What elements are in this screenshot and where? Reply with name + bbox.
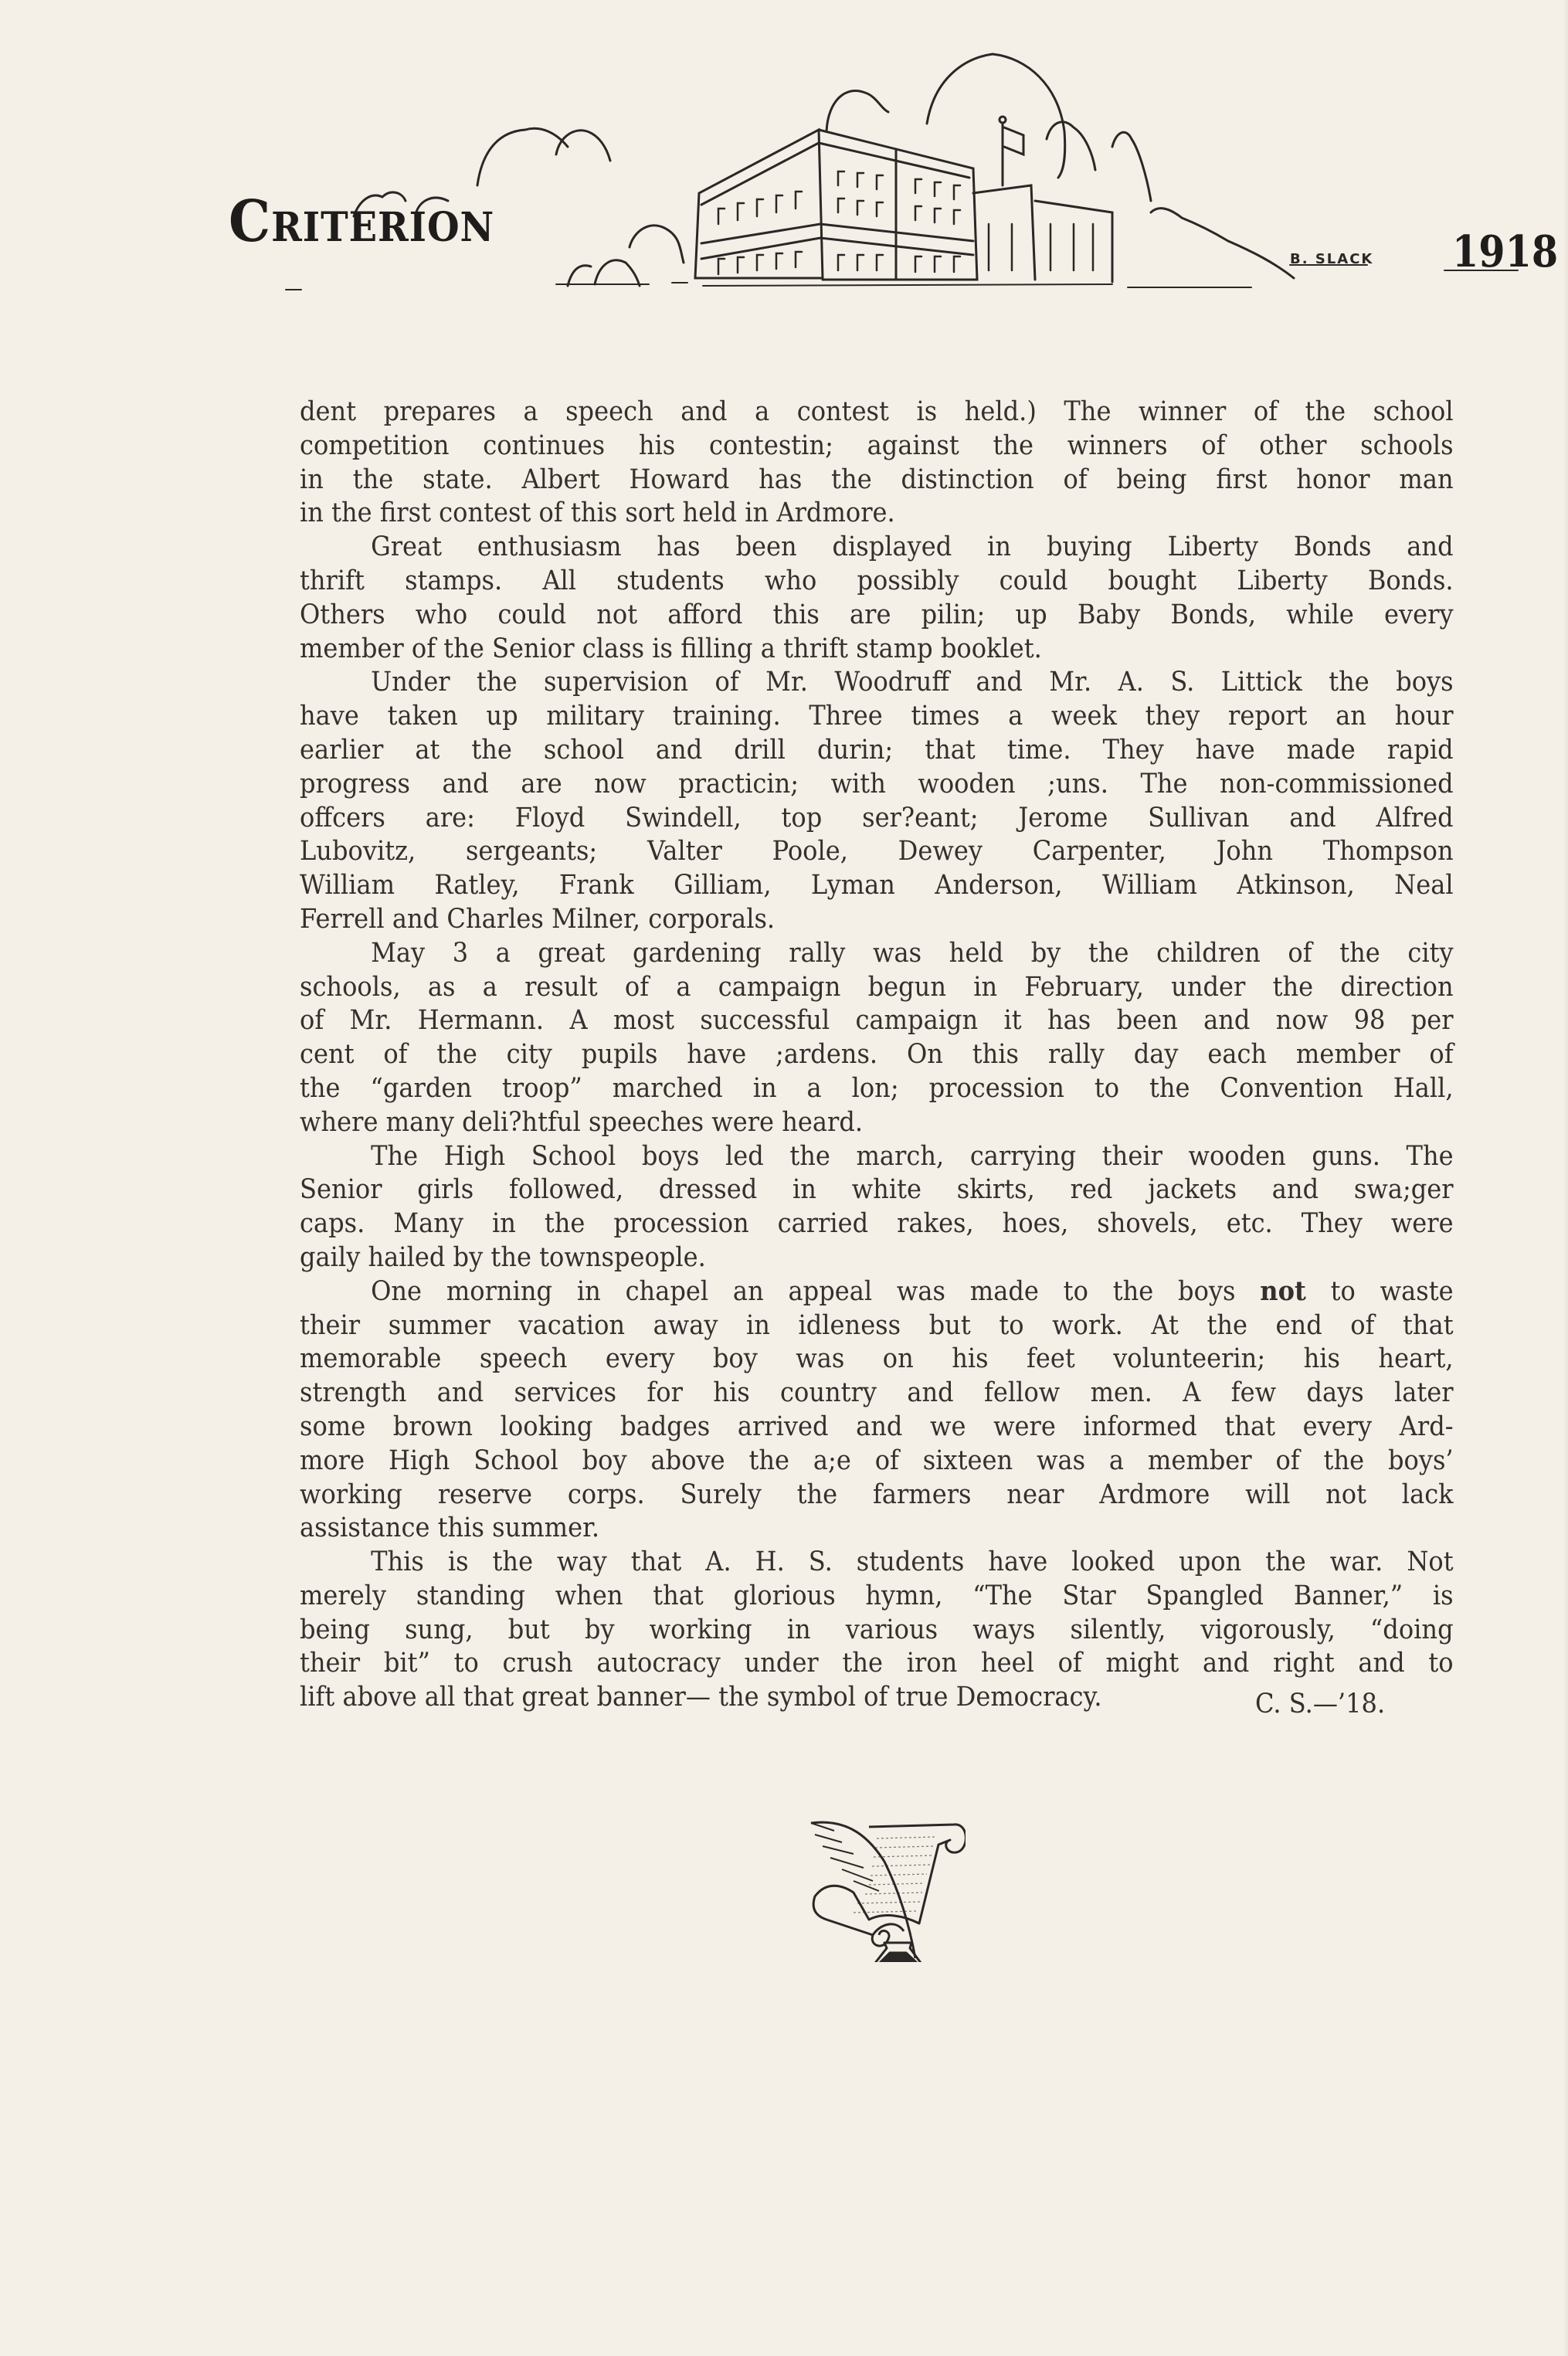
- text-line: Others who could not afford this are pilin; up Baby Bonds, while every: [300, 599, 1454, 630]
- author-signature: C. S.—’18.: [1255, 1689, 1386, 1719]
- text-line: Lubovitz, sergeants; Valter Poole, Dewey Carpenter, John Thompson: [300, 836, 1454, 867]
- text-segment: to waste: [1330, 1275, 1454, 1307]
- text-line: member of the Senior class is filling a thrift stamp booklet.: [300, 633, 1042, 664]
- masthead-title: Criterion: [229, 188, 495, 255]
- masthead: [216, 39, 1559, 301]
- tree-outline: [1047, 122, 1095, 170]
- tree-outline: [477, 128, 568, 185]
- artist-signature: B. SLACK: [1290, 251, 1374, 267]
- page-edge: [1563, 0, 1568, 2356]
- text-line: earlier at the school and drill durin; that time. They have made rapid: [300, 734, 1454, 766]
- text-line: merely standing when that glorious hymn, “The Star Spangled Banner,” is: [300, 1580, 1454, 1611]
- text-line: caps. Many in the procession carried rakes, hoes, shovels, etc. They were: [300, 1208, 1454, 1240]
- paragraph-start-line: This is the way that A. H. S. students have looked upon the war. Not: [371, 1546, 1454, 1578]
- paragraph-start-line: May 3 a great gardening rally was held by the children of the city: [371, 937, 1454, 969]
- quill: [811, 1822, 915, 1958]
- building-outline: [701, 143, 969, 205]
- tree-outline: [595, 260, 640, 286]
- text-line: schools, as a result of a campaign begun in February, under the direction: [300, 971, 1454, 1003]
- tree-outline: [568, 266, 591, 286]
- text-line: more High School boy above the a;e of sixteen was a member of the boys’: [300, 1444, 1454, 1476]
- masthead-year: 1918: [1452, 226, 1559, 277]
- text-line: gaily hailed by the townspeople.: [300, 1241, 706, 1273]
- paragraph-start-line: [300, 1275, 1454, 1309]
- text-line: cent of the city pupils have ;ardens. On this rally day each member of: [300, 1039, 1454, 1071]
- article-body: [300, 395, 1454, 1715]
- paragraph-start-line: Under the supervision of Mr. Woodruff and Mr. A. S. Littick the boys: [371, 667, 1454, 698]
- text-line: Ferrell and Charles Milner, corporals.: [300, 903, 776, 935]
- text-line: assistance this summer.: [300, 1512, 600, 1544]
- tree-outline: [1112, 132, 1151, 201]
- text-line: thrift stamps. All students who possibly could bought Liberty Bonds.: [300, 565, 1454, 596]
- tree-outline: [927, 54, 1065, 178]
- quill-scroll-inkwell-icon: [780, 1808, 966, 1965]
- text-line: competition continues his contestin; against the winners of other schools: [300, 429, 1454, 461]
- tree-outline: [826, 90, 888, 131]
- text-segment: One morning in chapel an appeal was made to the boys: [371, 1275, 1236, 1307]
- tree-outline: [630, 226, 684, 263]
- text-line: their summer vacation away in idleness but to work. At the end of that: [300, 1309, 1454, 1341]
- quill-vanes: [811, 1823, 879, 1891]
- tree-outline: [556, 131, 610, 161]
- paragraph-start-line: The High School boys led the march, carrying their wooden guns. The: [371, 1140, 1454, 1172]
- tree-outline: [1151, 209, 1294, 278]
- text-line: some brown looking badges arrived and we were informed that every Ard-: [300, 1411, 1454, 1442]
- text-line: have taken up military training. Three times a week they report an hour: [300, 701, 1454, 732]
- text-line: in the state. Albert Howard has the distinction of being first honor man: [300, 463, 1454, 495]
- text-line: being sung, but by working in various ways silently, vigorously, “doing: [300, 1614, 1454, 1645]
- emphasized-word: not: [1260, 1275, 1306, 1307]
- text-line: strength and services for his country and fellow men. A few days later: [300, 1377, 1454, 1409]
- text-line: offcers are: Floyd Swindell, top ser?eant; Jerome Sullivan and Alfred: [300, 802, 1454, 833]
- flag: [1004, 127, 1023, 154]
- text-line: in the first contest of this sort held in Ardmore.: [300, 497, 895, 529]
- paragraph-start-line: Great enthusiasm has been displayed in buying Liberty Bonds and: [371, 531, 1454, 563]
- text-line: the “garden troop” marched in a lon; procession to the Convention Hall,: [300, 1072, 1454, 1104]
- text-line: Senior girls followed, dressed in white skirts, red jackets and swa;ger: [300, 1174, 1454, 1206]
- text-line: lift above all that great banner— the symbol of true Democracy.: [300, 1682, 1102, 1713]
- text-line: working reserve corps. Surely the farmers near Ardmore will not lack: [300, 1478, 1454, 1510]
- building-outline: [973, 185, 1035, 280]
- text-line: memorable speech every boy was on his feet volunteerin; his heart,: [300, 1343, 1454, 1375]
- text-line: where many deli?htful speeches were heard.: [300, 1106, 864, 1138]
- text-line: dent prepares a speech and a contest is held.) The winner of the school: [300, 396, 1454, 427]
- text-line: William Ratley, Frank Gilliam, Lyman Anderson, William Atkinson, Neal: [300, 870, 1454, 901]
- text-line: of Mr. Hermann. A most successful campaign it has been and now 98 per: [300, 1005, 1454, 1037]
- text-line: their bit” to crush autocracy under the iron heel of might and right and to: [300, 1648, 1454, 1679]
- text-line: progress and are now practicin; with wooden ;uns. The non-commissioned: [300, 768, 1454, 799]
